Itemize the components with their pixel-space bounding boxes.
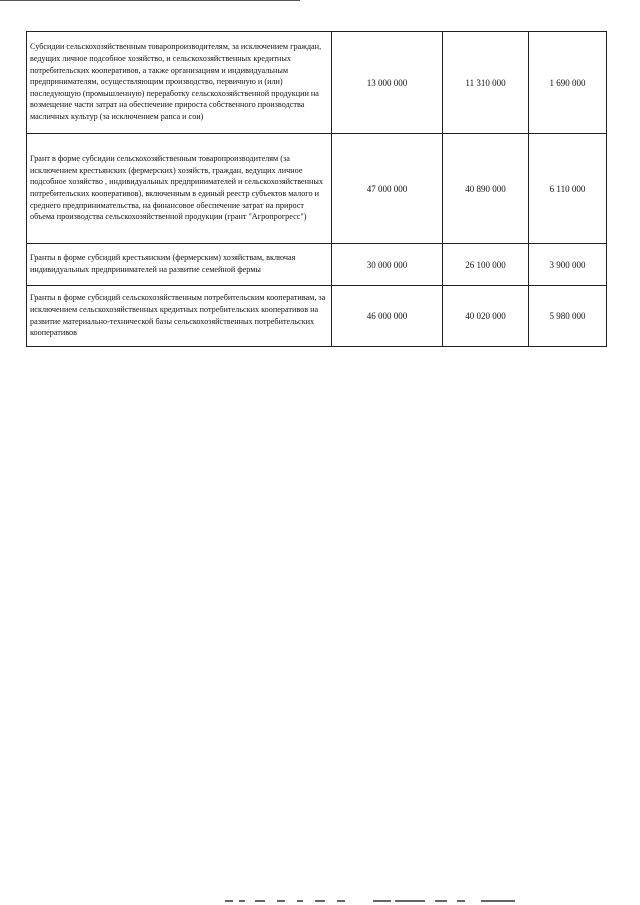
row-amount-3: 6 110 000 bbox=[529, 134, 607, 244]
row-amount-3: 1 690 000 bbox=[529, 32, 607, 134]
row-amount-2: 40 020 000 bbox=[443, 286, 529, 347]
row-total: 30 000 000 bbox=[332, 244, 443, 286]
row-amount-2: 26 100 000 bbox=[443, 244, 529, 286]
row-amount-2: 11 310 000 bbox=[443, 32, 529, 134]
row-total: 46 000 000 bbox=[332, 286, 443, 347]
row-amount-3: 5 980 000 bbox=[529, 286, 607, 347]
row-total: 13 000 000 bbox=[332, 32, 443, 134]
scan-footer-artifact bbox=[225, 898, 525, 904]
row-description: Субсидии сельскохозяйственным товаропроизводителям, за исключением граждан, ведущих личное подсобное хозяйство, и сельскохозяйственных кредитных потребительских кооперативов, а также организациям и индивидуальным предпринимателям, осуществляющим производство, первичную и (или) последующую (промышленную) переработку сельскохозяйственной продукции на возмещение части затрат на обеспечение прироста собственного производства масличных культур (за исключением рапса и сои) bbox=[27, 32, 332, 134]
subsidy-table bbox=[26, 31, 607, 347]
table-row bbox=[27, 244, 607, 286]
row-description: Грант в форме субсидии сельскохозяйственным товаропроизводителям (за исключением крестьянских (фермерских) хозяйств, граждан, ведущих личное подсобное хозяйство , индивидуальных предпринимателей и сельскохозяйственных потребительских кооперативов), включенным в единый реестр субъектов малого и среднего предпринимательства, на финансовое обеспечение затрат на прирост объема производства сельскохозяйственной продукции (грант "Агропрогресс") bbox=[27, 134, 332, 244]
row-amount-3: 3 900 000 bbox=[529, 244, 607, 286]
row-total: 47 000 000 bbox=[332, 134, 443, 244]
table-row bbox=[27, 286, 607, 347]
row-description: Гранты в форме субсидий крестьянским (фермерским) хозяйствам, включая индивидуальных предпринимателей на развитие семейной фермы bbox=[27, 244, 332, 286]
table-row bbox=[27, 134, 607, 244]
table-row bbox=[27, 32, 607, 134]
row-description: Гранты в форме субсидий сельскохозяйственным потребительским кооперативам, за исключением сельскохозяйственных кредитных потребительских кооперативов на развитие материально-технической базы сельскохозяйственных потребительских кооперативов bbox=[27, 286, 332, 347]
row-amount-2: 40 890 000 bbox=[443, 134, 529, 244]
scan-edge-line bbox=[0, 0, 300, 1]
